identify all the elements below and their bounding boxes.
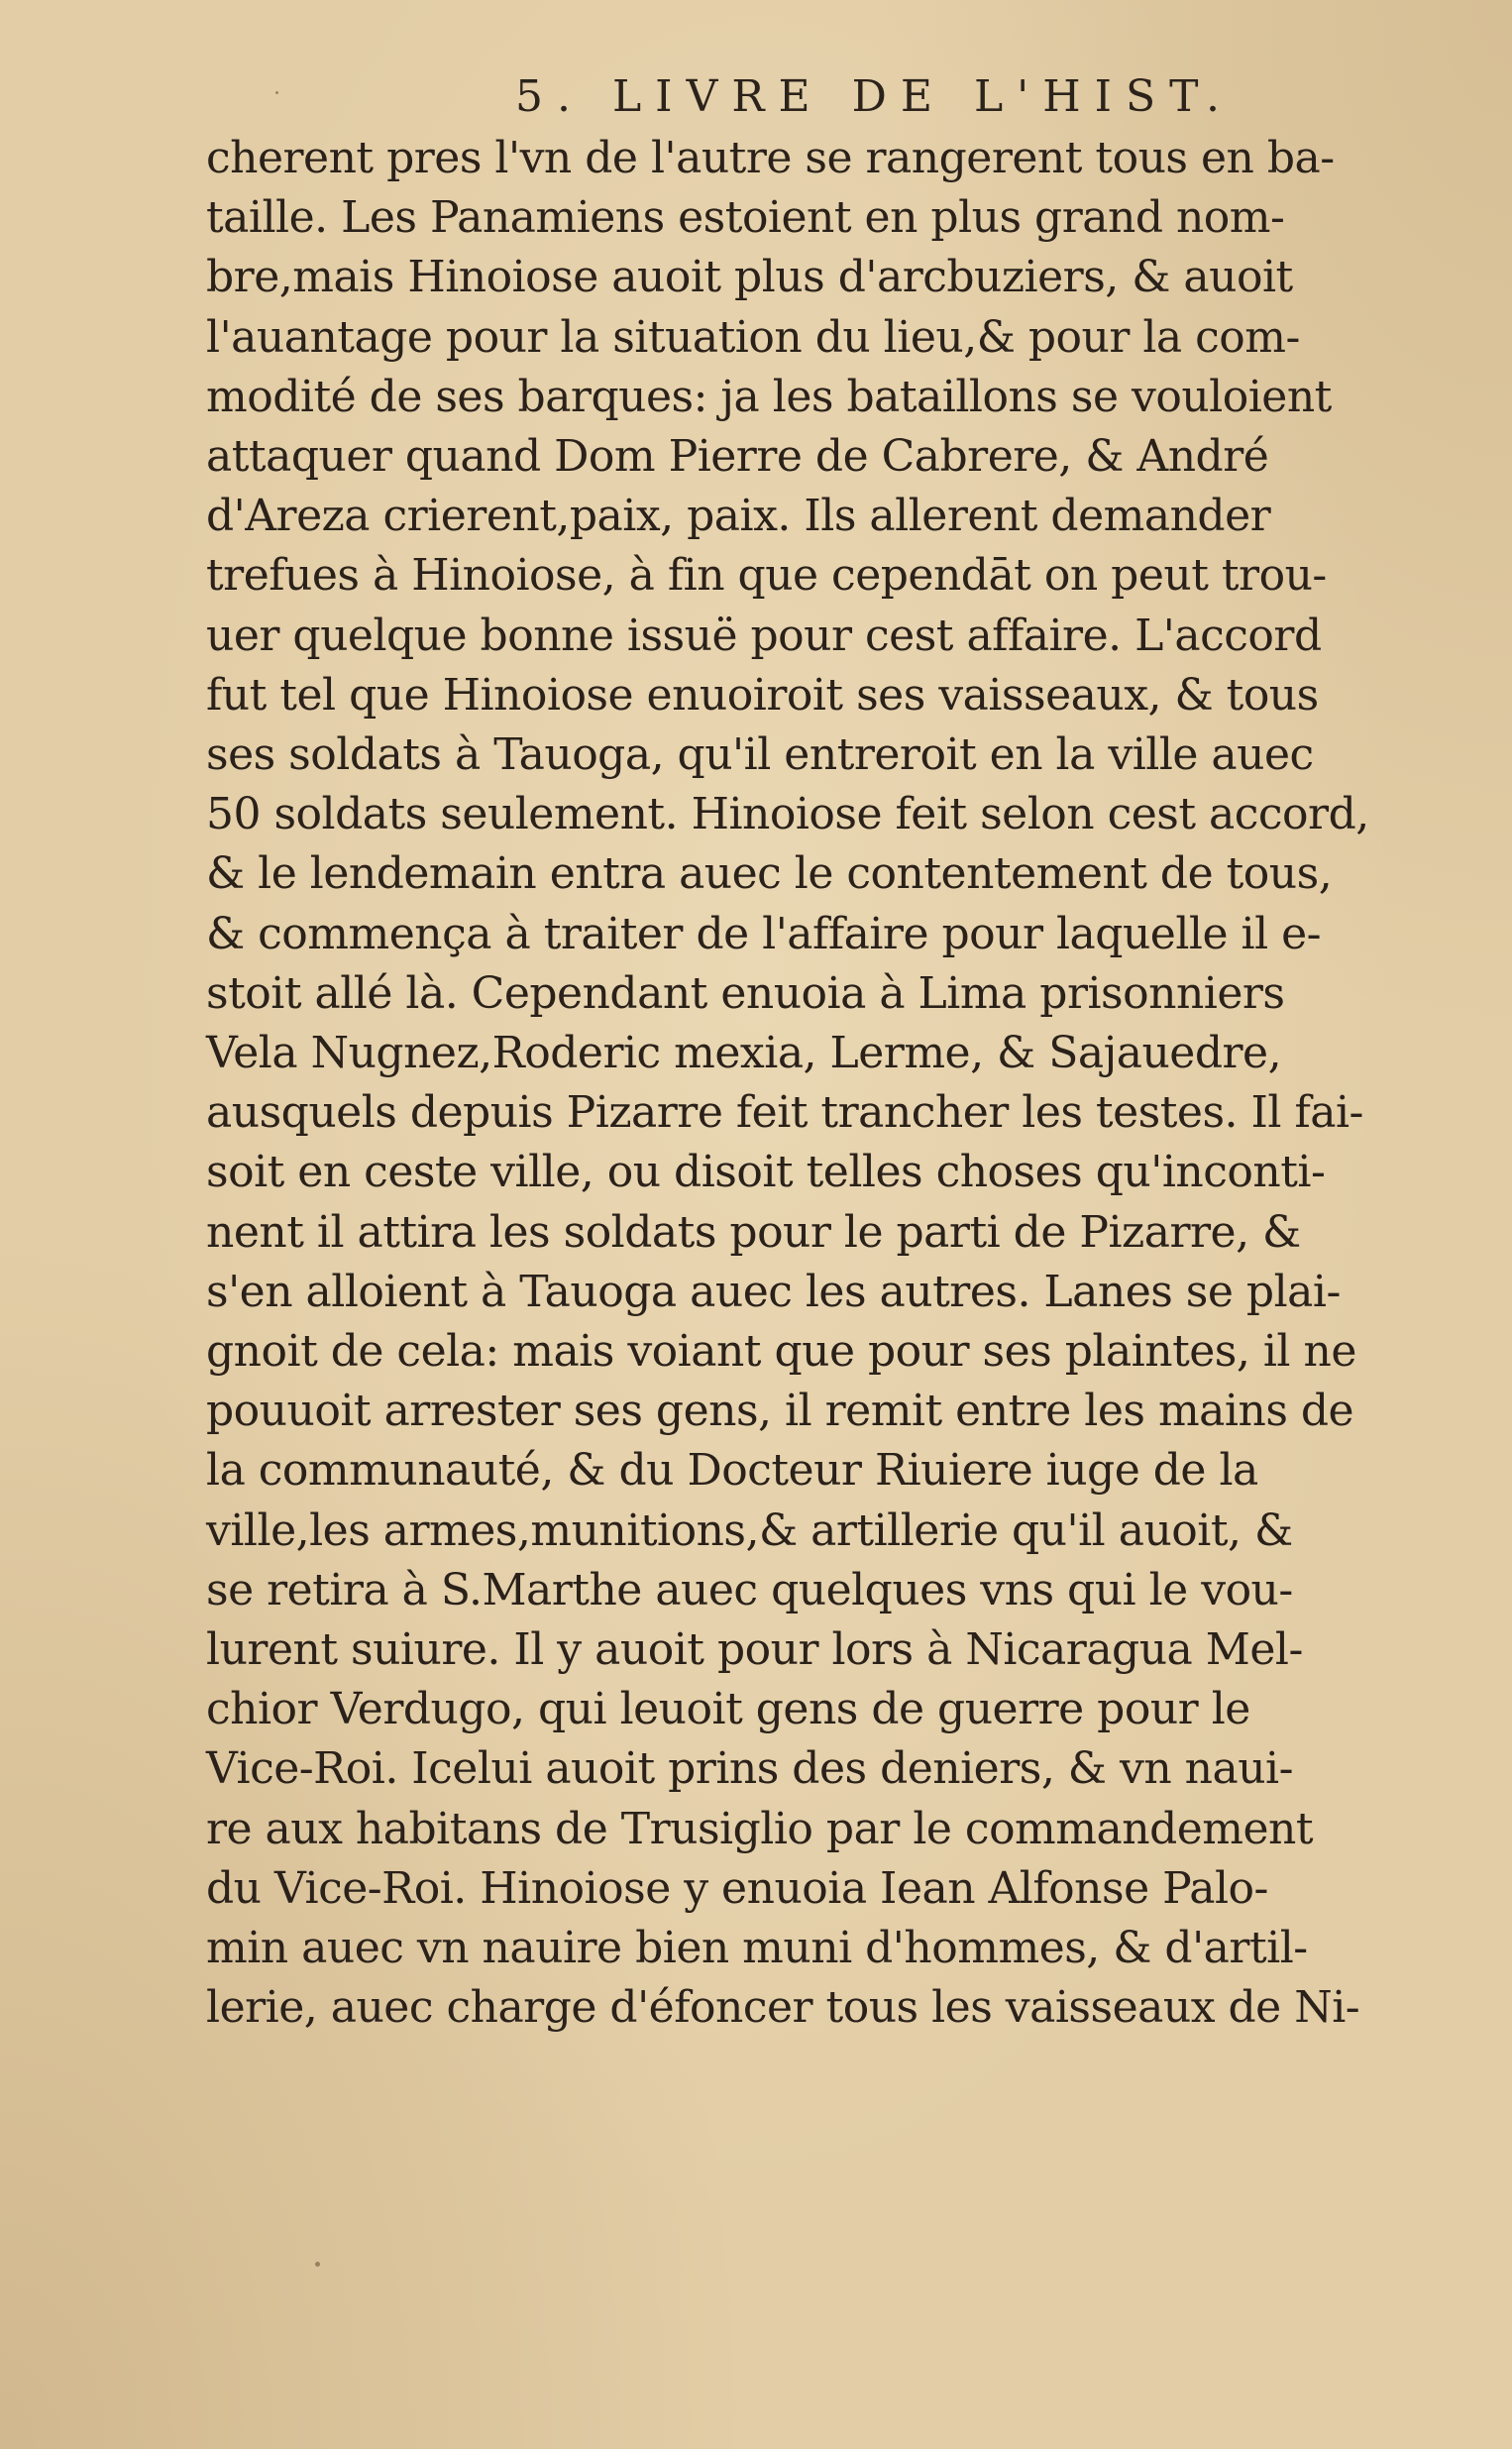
text-line: pouuoit arrester ses gens, il remit entre les mains de bbox=[206, 1386, 1354, 1437]
text-line: se retira à S.Marthe auec quelques vns qui le vou- bbox=[206, 1564, 1293, 1615]
paper-speck bbox=[315, 2262, 320, 2267]
text-line: la communauté, & du Docteur Riuiere iuge de la bbox=[206, 1445, 1258, 1497]
text-line: 50 soldats seulement. Hinoiose feit selon cest accord, bbox=[206, 789, 1369, 840]
text-line: re aux habitans de Trusiglio par le commandement bbox=[206, 1803, 1314, 1854]
text-line: attaquer quand Dom Pierre de Cabrere, & André bbox=[206, 431, 1269, 483]
text-line: cherent pres l'vn de l'autre se rangerent tous en ba- bbox=[206, 133, 1335, 183]
text-line: & le lendemain entra auec le contentement de tous, bbox=[206, 848, 1333, 900]
text-line: d'Areza crierent,paix, paix. Ils allerent demander bbox=[206, 491, 1271, 542]
text-line: & commença à traiter de l'affaire pour laquelle il e- bbox=[206, 908, 1322, 959]
text-line: taille. Les Panamiens estoient en plus grand nom- bbox=[206, 192, 1285, 244]
text-line: ausquels depuis Pizarre feit trancher les testes. Il fai- bbox=[206, 1087, 1363, 1139]
text-line: nent il attira les soldats pour le parti de Pizarre, & bbox=[206, 1206, 1301, 1258]
text-line: trefues à Hinoiose, à fin que cependāt on peut trou- bbox=[206, 550, 1327, 602]
text-line: fut tel que Hinoiose enuoiroit ses vaisseaux, & tous bbox=[206, 669, 1319, 721]
text-line: Vela Nugnez,Roderic mexia, Lerme, & Sajauedre, bbox=[206, 1028, 1282, 1079]
text-line: chior Verdugo, qui leuoit gens de guerre pour le bbox=[206, 1684, 1250, 1735]
text-line: modité de ses barques: ja les bataillons se vouloient bbox=[206, 371, 1332, 422]
text-line: du Vice-Roi. Hinoiose y enuoia Iean Alfonse Palo- bbox=[206, 1862, 1268, 1914]
text-line: ville,les armes,munitions,& artillerie qu'il auoit, & bbox=[206, 1504, 1293, 1556]
text-line: l'auantage pour la situation du lieu,& pour la com- bbox=[206, 311, 1300, 363]
text-line: lerie, auec charge d'éfoncer tous les vaisseaux de Ni- bbox=[206, 1982, 1360, 2034]
text-line: uer quelque bonne issuë pour cest affaire. L'accord bbox=[206, 610, 1322, 661]
text-line: soit en ceste ville, ou disoit telles choses qu'inconti- bbox=[206, 1147, 1326, 1198]
paper-speck bbox=[275, 91, 278, 94]
text-line: gnoit de cela: mais voiant que pour ses plaintes, il ne bbox=[206, 1326, 1356, 1378]
text-line: stoit allé là. Cependant enuoia à Lima prisonniers bbox=[206, 967, 1285, 1019]
body-text bbox=[206, 129, 1415, 2039]
text-line: lurent suiure. Il y auoit pour lors à Nicaragua Mel- bbox=[206, 1624, 1303, 1676]
text-line: bre,mais Hinoiose auoit plus d'arcbuziers, & auoit bbox=[206, 252, 1293, 303]
running-head: 5. LIVRE DE L'HIST. bbox=[515, 71, 1235, 122]
text-line: min auec vn nauire bien muni d'hommes, & d'artil- bbox=[206, 1923, 1308, 1974]
text-line: ses soldats à Tauoga, qu'il entreroit en la ville auec bbox=[206, 729, 1314, 781]
text-line: Vice-Roi. Icelui auoit prins des deniers, & vn naui- bbox=[206, 1743, 1293, 1795]
text-line: s'en alloient à Tauoga auec les autres. Lanes se plai- bbox=[206, 1266, 1341, 1317]
